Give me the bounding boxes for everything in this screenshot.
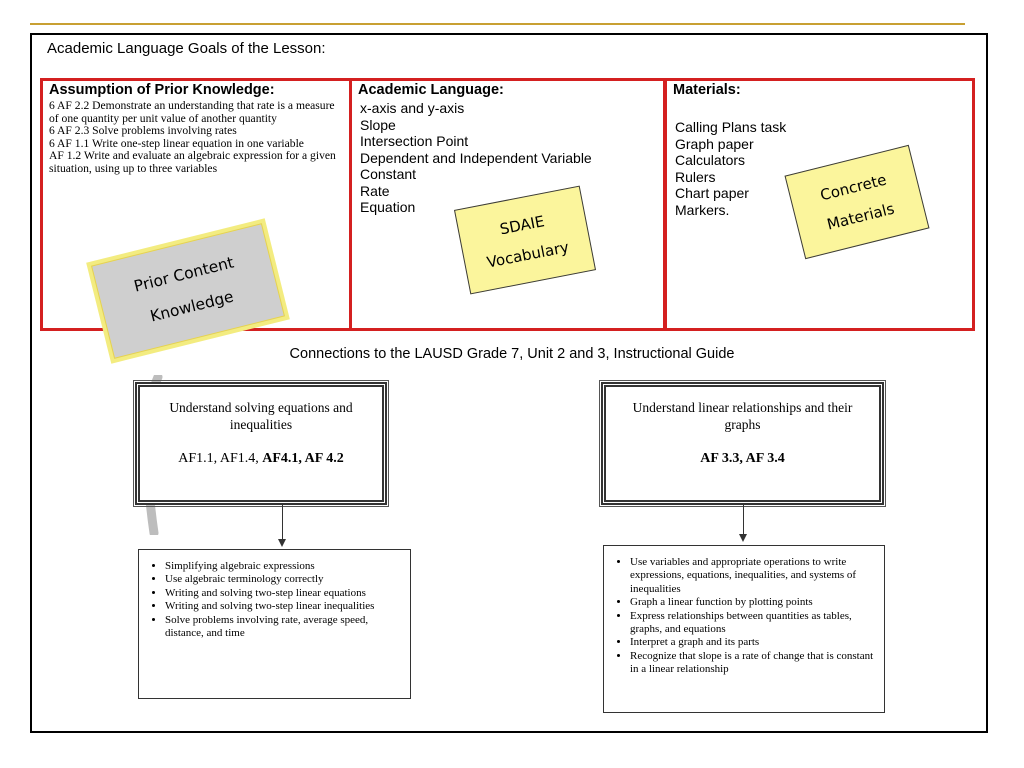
bullets-box-equations: [138, 549, 411, 699]
bullet-item: • Interpret a graph and its parts: [630, 636, 878, 649]
top-accent-line: [30, 23, 965, 25]
prior-knowledge-item: AF 1.2 Write and evaluate an algebraic expression for a given situation, using up to three variables: [49, 149, 336, 175]
materials-item: Calling Plans task: [675, 119, 787, 135]
note-line: Materials: [825, 199, 897, 234]
bullet-item: • Recognize that slope is a rate of change that is constant in a linear relationship: [630, 650, 878, 677]
guide-box-equations: [135, 382, 387, 505]
goals-title: Academic Language Goals of the Lesson:: [47, 40, 326, 57]
materials-item: Chart paper: [675, 185, 749, 201]
guide-standards: [606, 451, 879, 467]
prior-knowledge-heading: Assumption of Prior Knowledge:: [49, 82, 275, 98]
note-line: SDAIE: [498, 212, 546, 239]
prior-knowledge-item: 6 AF 2.2 Demonstrate an understanding that rate is a measure of one quantity per unit value of another quantity: [49, 99, 335, 125]
bullet-item: • Use variables and appropriate operations to write expressions, equations, inequalities, and systems of inequalities: [630, 556, 878, 596]
bullets-box-linear: [603, 545, 885, 713]
guide-standards: [140, 451, 382, 467]
arrow-line-left: [282, 505, 283, 540]
guide-title: Understand linear relationships and their graphs: [632, 400, 853, 432]
arrow-down-icon: [278, 539, 286, 547]
note-line: Knowledge: [148, 287, 236, 326]
note-line: Vocabulary: [485, 237, 571, 272]
arrow-down-icon: [739, 534, 747, 542]
prior-knowledge-item: 6 AF 1.1 Write one-step linear equation in one variable: [49, 136, 304, 150]
academic-language-item: Equation: [360, 199, 416, 215]
guide-standards-bold: AF4.1, AF 4.2: [262, 451, 344, 466]
academic-language-heading: Academic Language:: [358, 82, 504, 98]
arrow-line-right: [743, 505, 744, 535]
bullet-item: • Writing and solving two-step linear equations: [165, 587, 404, 600]
academic-language-item: Constant: [360, 166, 417, 182]
bullet-item: • Writing and solving two-step linear inequalities: [165, 600, 404, 613]
guide-standards-plain: AF1.1, AF1.4,: [178, 451, 263, 466]
bullet-item: • Graph a linear function by plotting points: [630, 596, 878, 609]
bullet-list: [139, 560, 410, 640]
prior-knowledge-list: [49, 100, 345, 176]
academic-language-item: Dependent and Independent Variable: [360, 149, 592, 166]
guide-standards-bold: AF 3.3, AF 3.4: [700, 451, 785, 466]
materials-list: [675, 119, 786, 218]
academic-language-item: Intersection Point: [360, 133, 469, 149]
materials-heading: Materials:: [673, 82, 741, 98]
materials-item: Graph paper: [675, 135, 754, 152]
note-line: Concrete: [818, 170, 889, 205]
academic-language-item: Rate: [360, 182, 390, 199]
bullet-item: • Solve problems involving rate, average speed, distance, and time: [165, 614, 404, 641]
bullet-item: • Use algebraic terminology correctly: [165, 573, 404, 586]
materials-item: Calculators: [675, 152, 746, 168]
academic-language-item: x-axis and y-axis: [360, 100, 465, 116]
materials-item: Rulers: [675, 168, 716, 185]
academic-language-item: Slope: [360, 116, 396, 133]
guide-title: Understand solving equations and inequalities: [169, 400, 353, 432]
materials-item: Markers.: [675, 201, 730, 218]
bullet-list: [604, 556, 884, 677]
guide-box-linear: [601, 382, 884, 505]
bullet-item: • Express relationships between quantities as tables, graphs, and equations: [630, 610, 878, 637]
bullet-item: • Simplifying algebraic expressions: [165, 560, 404, 573]
prior-knowledge-item: 6 AF 2.3 Solve problems involving rates: [49, 124, 237, 138]
note-line: Prior Content: [132, 253, 236, 296]
connections-title: Connections to the LAUSD Grade 7, Unit 2 and 3, Instructional Guide: [289, 346, 735, 362]
